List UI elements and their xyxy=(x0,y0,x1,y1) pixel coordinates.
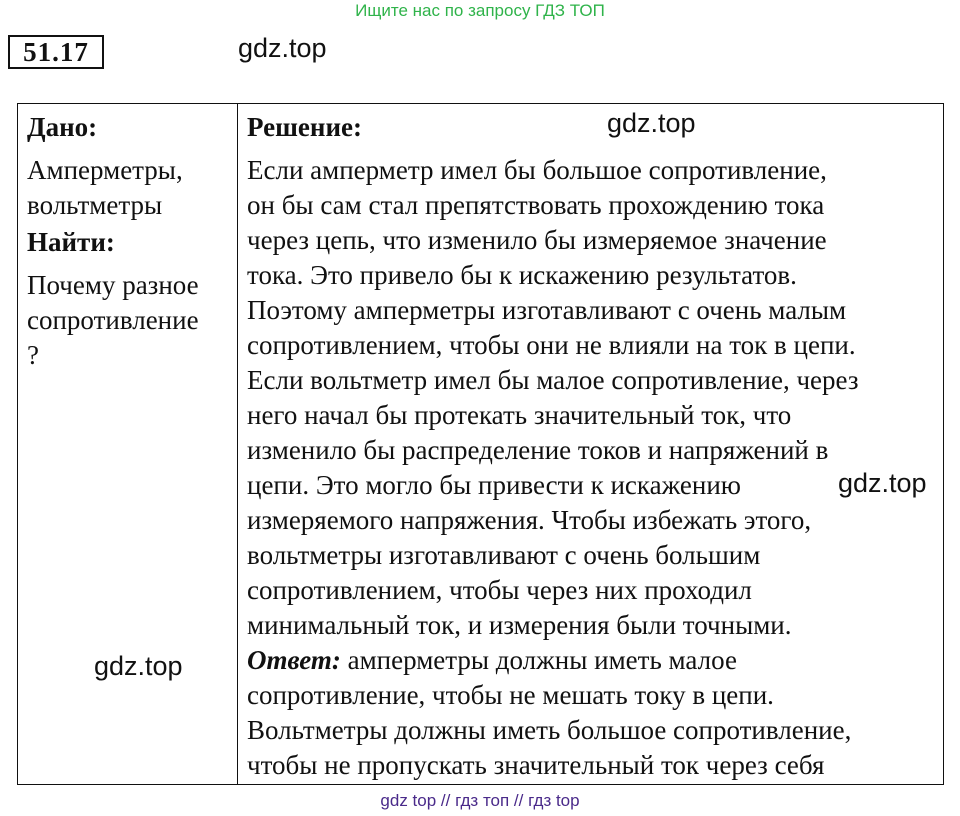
given-line: вольтметры xyxy=(27,190,163,220)
column-divider xyxy=(237,104,238,784)
solution-label: Решение: xyxy=(247,112,362,142)
watermark: gdz.top xyxy=(838,468,927,498)
solution-line: Поэтому амперметры изготавливают с очень малым xyxy=(247,295,847,325)
solution-line: Если вольтметр имел бы малое сопротивление, через xyxy=(247,365,859,395)
solution-line: минимальный ток, и измерения были точными. xyxy=(247,610,792,640)
answer-text: амперметры должны иметь малое xyxy=(340,645,737,675)
answer-label: Ответ: xyxy=(247,645,341,675)
solution-line: измеряемого напряжения. Чтобы избежать этого, xyxy=(247,505,812,535)
solution-line: него начал бы протекать значительный ток, что xyxy=(247,400,792,430)
bottom-banner: gdz top // гдз топ // гдз top xyxy=(380,791,580,810)
watermark: gdz.top xyxy=(94,651,183,681)
solution-line: цепи. Это могло бы привести к искажению xyxy=(247,470,741,500)
find-line: Почему разное xyxy=(27,270,199,300)
solution-line: через цепь, что изменило бы измеряемое значение xyxy=(247,225,827,255)
solution-line: сопротивлением, чтобы через них проходил xyxy=(247,575,752,605)
solution-column xyxy=(247,110,942,783)
given-label: Дано: xyxy=(27,112,98,142)
solution-line: изменило бы распределение токов и напряжений в xyxy=(247,435,829,465)
find-content xyxy=(27,268,232,373)
watermark: gdz.top xyxy=(238,33,327,63)
answer-line: чтобы не пропускать значительный ток через себя xyxy=(247,750,825,780)
solution-line: вольтметры изготавливают с очень большим xyxy=(247,540,761,570)
top-banner: Ищите нас по запросу ГДЗ ТОП xyxy=(355,1,605,20)
solution-table xyxy=(17,103,944,785)
problem-number: 51.17 xyxy=(8,35,104,69)
answer-line xyxy=(247,643,942,678)
answer-line: Вольтметры должны иметь большое сопротивление, xyxy=(247,715,852,745)
given-content xyxy=(27,153,232,223)
given-find-column xyxy=(27,110,232,373)
solution-line: он бы сам стал препятствовать прохождению тока xyxy=(247,190,825,220)
watermark: gdz.top xyxy=(607,108,696,138)
find-line: сопротивление xyxy=(27,305,199,335)
given-line: Амперметры, xyxy=(27,155,183,185)
find-line: ? xyxy=(27,340,39,370)
find-label: Найти: xyxy=(27,227,115,257)
solution-line: сопротивлением, чтобы они не влияли на ток в цепи. xyxy=(247,330,856,360)
solution-line: Если амперметр имел бы большое сопротивление, xyxy=(247,155,827,185)
answer-line: сопротивление, чтобы не мешать току в цепи. xyxy=(247,680,774,710)
solution-line: тока. Это привело бы к искажению результатов. xyxy=(247,260,797,290)
